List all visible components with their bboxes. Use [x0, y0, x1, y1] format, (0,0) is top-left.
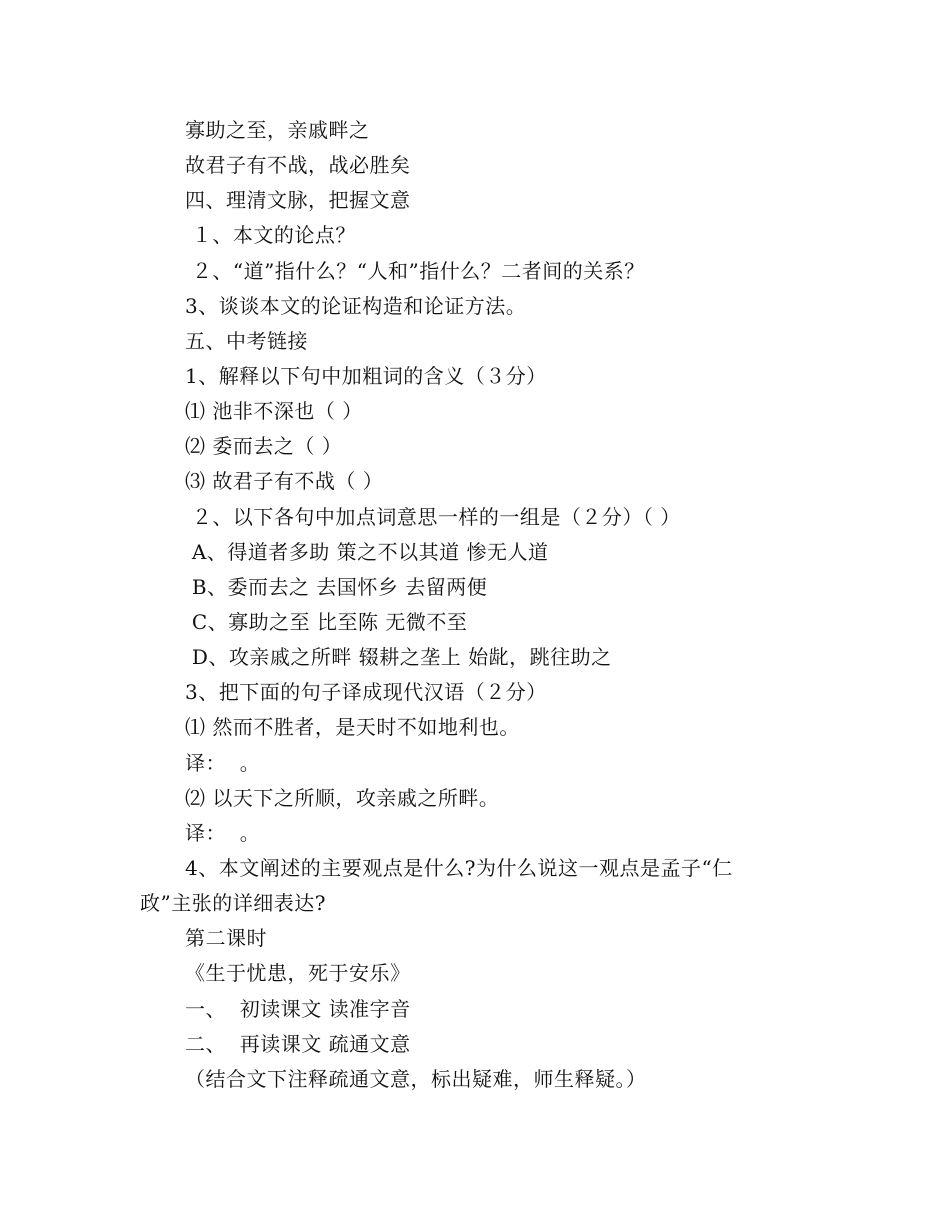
question-continuation: 政”主张的详细表达?: [140, 891, 326, 915]
instruction-note: （结合文下注释疏通文意，标出疑难，师生释疑。）: [185, 1067, 647, 1091]
sub-question: ⑵ 以天下之所顺，攻亲戚之所畔。: [185, 786, 500, 810]
sub-question: ⑵ 委而去之（ ）: [185, 434, 343, 458]
text-title: 《生于忧患，死于安乐》: [185, 961, 411, 985]
section-heading: 四、理清文脉，把握文意: [185, 188, 411, 212]
answer-line: 译： 。: [185, 821, 261, 845]
choice-option: D、攻亲戚之所畔 辍耕之垄上 始龀，跳往助之: [185, 645, 612, 669]
question-item: 3、把下面的句子译成现代汉语（２分）: [185, 680, 547, 704]
choice-option: C、寡助之至 比至陈 无微不至: [185, 610, 468, 634]
lesson-heading: 第二课时: [185, 926, 267, 950]
question-item: １、本文的论点？: [185, 223, 356, 247]
question-item: 4、本文阐述的主要观点是什么?为什么说这一观点是孟子“仁: [185, 856, 733, 880]
section-heading: 一、 初读课文 读准字音: [185, 997, 411, 1021]
answer-line: 译： 。: [185, 751, 261, 775]
section-heading: 二、 再读课文 疏通文意: [185, 1032, 411, 1056]
question-item: 3、谈谈本文的论证构造和论证方法。: [185, 294, 527, 318]
choice-option: B、委而去之 去国怀乡 去留两便: [185, 575, 488, 599]
choice-option: A、得道者多助 策之不以其道 惨无人道: [185, 540, 549, 564]
question-item: 1、解释以下句中加粗词的含义（３分）: [185, 364, 547, 388]
sub-question: ⑶ 故君子有不战（ ）: [185, 469, 384, 493]
text-line: 故君子有不战，战必胜矣: [185, 153, 411, 177]
sub-question: ⑴ 池非不深也（ ）: [185, 399, 363, 423]
text-line: 寡助之至，亲戚畔之: [185, 118, 370, 142]
question-item: ２、以下各句中加点词意思一样的一组是（２分）（ ）: [185, 505, 681, 529]
sub-question: ⑴ 然而不胜者，是天时不如地利也。: [185, 715, 520, 739]
question-item: ２、“道”指什么？“人和”指什么？二者间的关系？: [185, 259, 645, 283]
section-heading: 五、中考链接: [185, 329, 308, 353]
